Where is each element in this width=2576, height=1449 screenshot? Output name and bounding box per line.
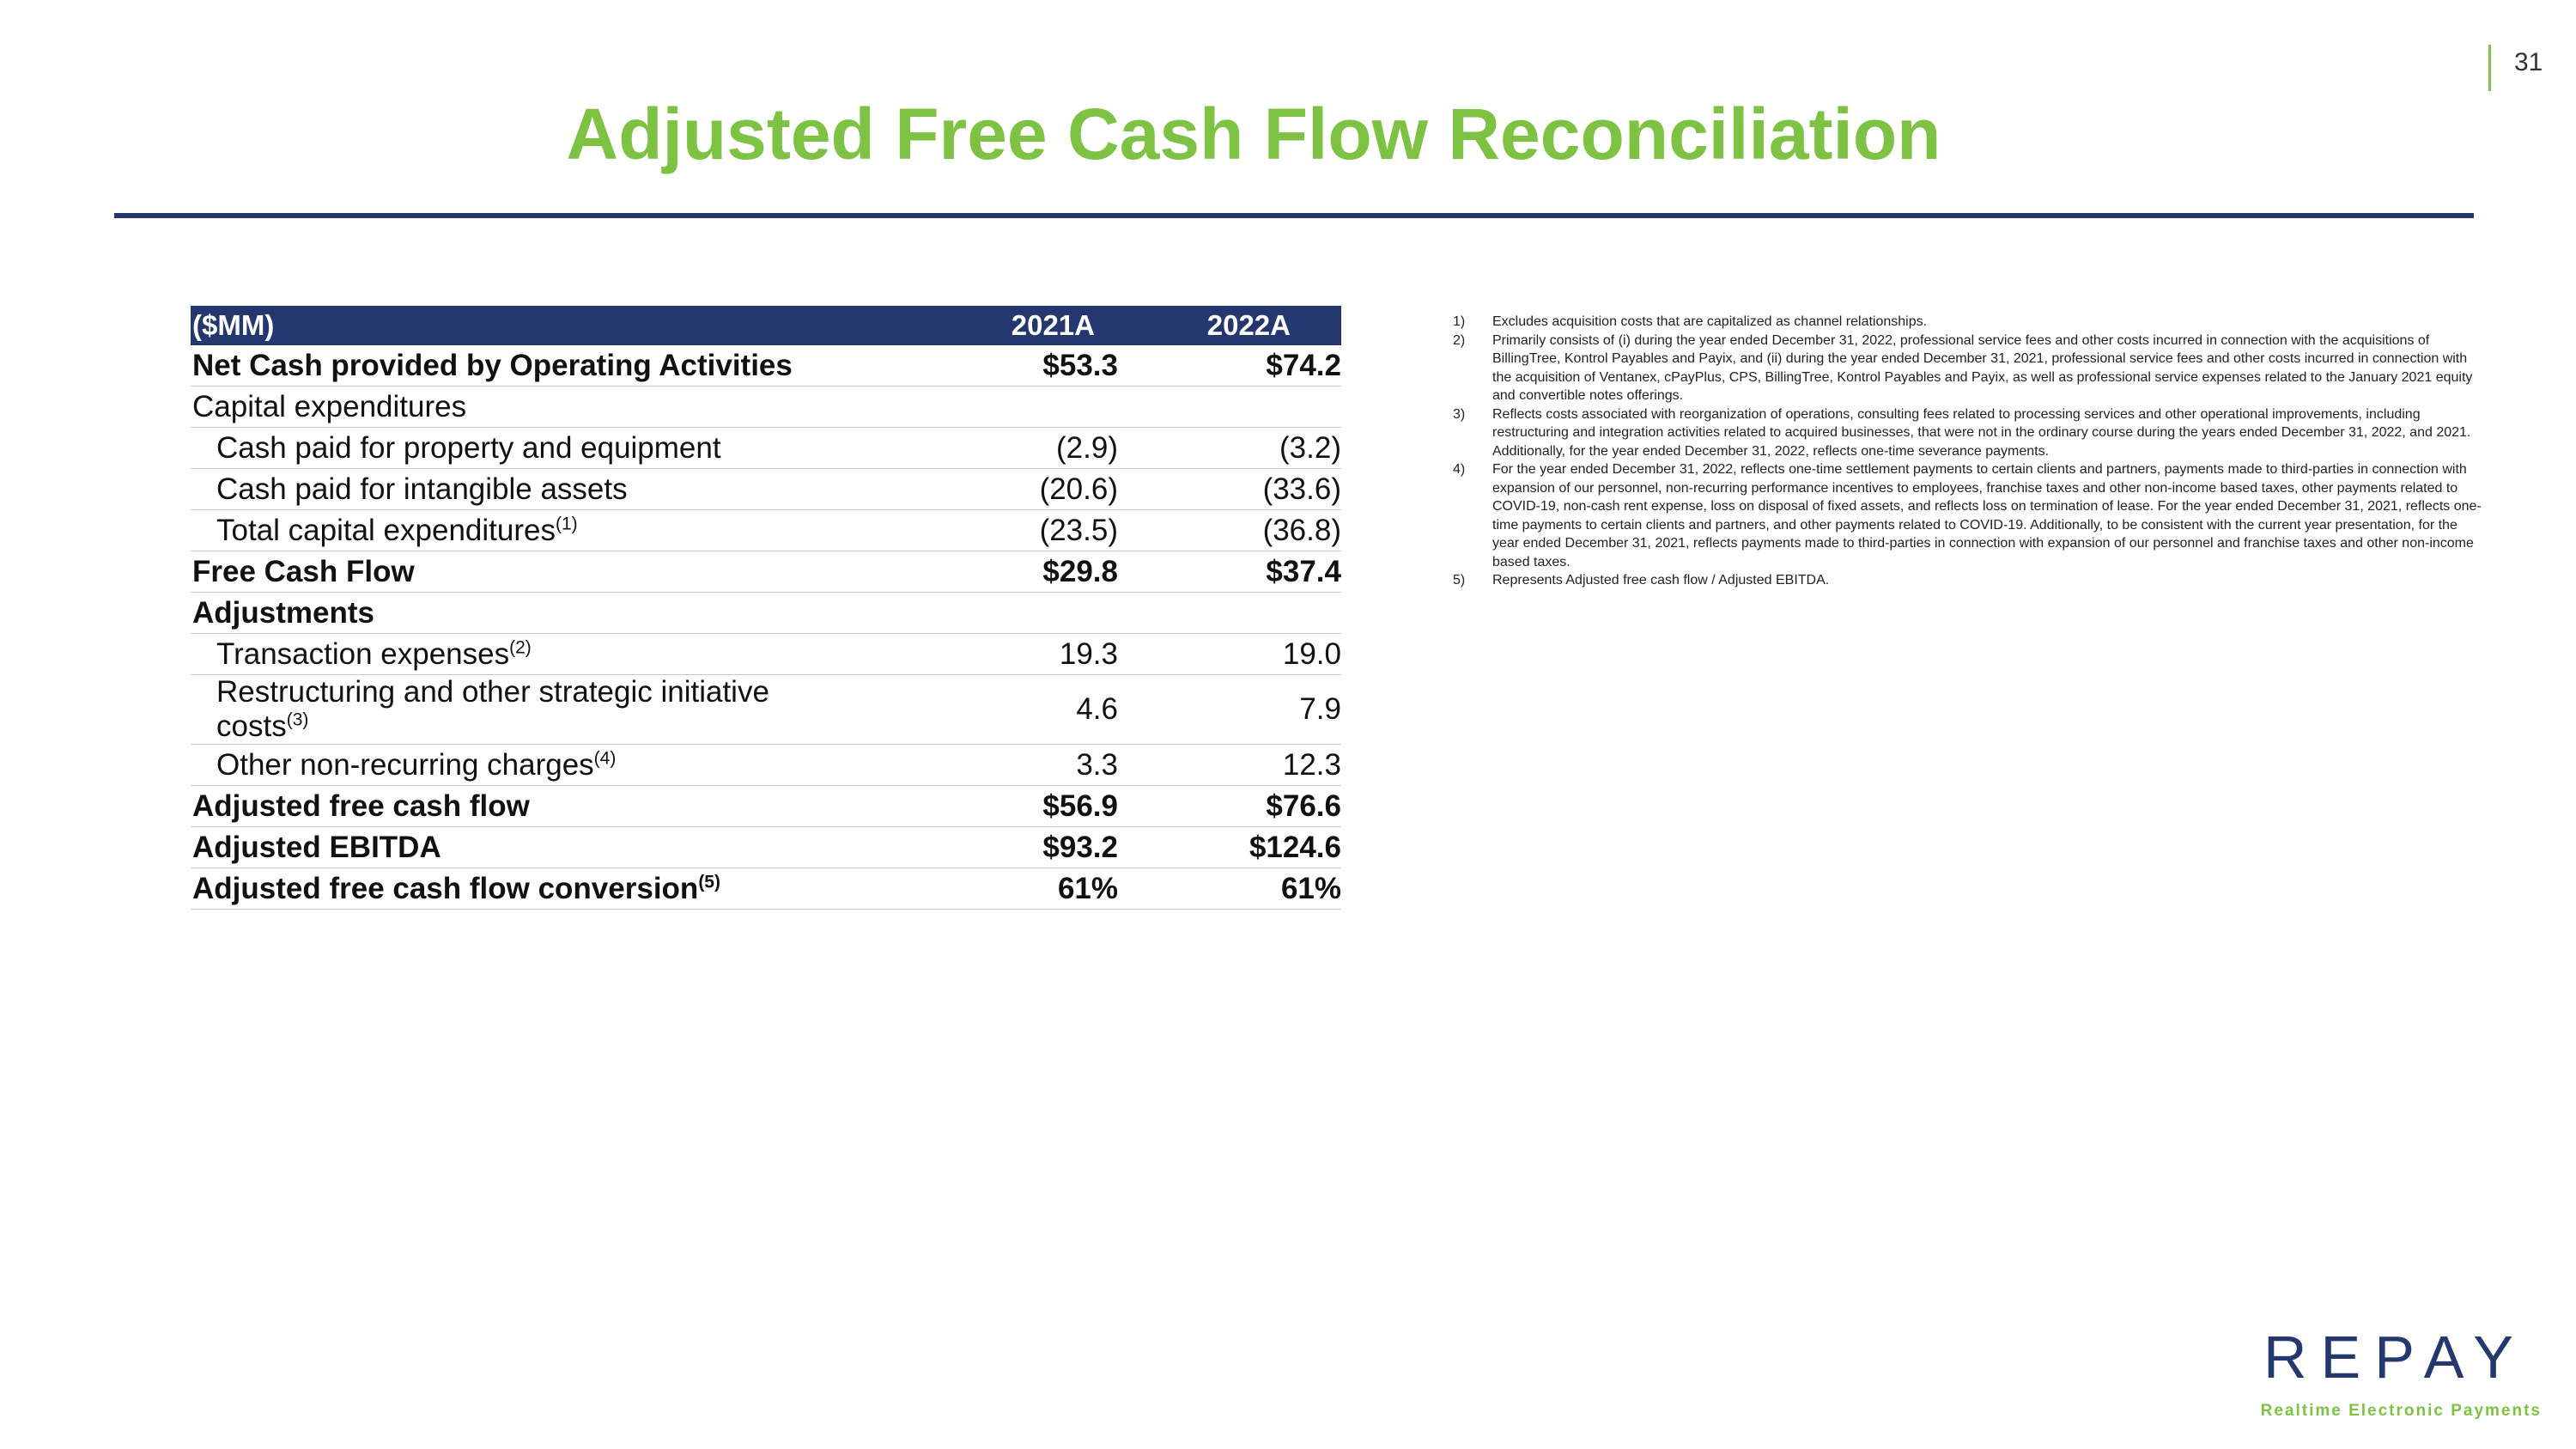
row-label: Cash paid for property and equipment xyxy=(216,430,721,465)
page-number: 31 xyxy=(2514,48,2543,76)
footnote-text: Represents Adjusted free cash flow / Adjusted EBITDA. xyxy=(1492,573,1830,588)
repay-logo xyxy=(2250,1323,2542,1426)
table-row xyxy=(191,634,1341,675)
footnote-text: Reflects costs associated with reorganization of operations, consulting fees related to processing services and other operational improvements, including restructuring and integration activities related to acquired businesses, that were not in the ordinary course during the years ended December 31, 2022, and 2021. Additionally, for the year ended December 31, 2022, reflects one-time severance payments. xyxy=(1492,406,2471,459)
footnote-number: 3) xyxy=(1453,406,1466,422)
footnote xyxy=(1453,313,2483,332)
row-label: Adjusted free cash flow xyxy=(192,788,530,823)
table-header-row xyxy=(191,306,1341,345)
footnote-number: 1) xyxy=(1453,314,1466,329)
table-row xyxy=(191,786,1341,827)
value-2021: 61% xyxy=(1057,871,1118,905)
value-2022: $37.4 xyxy=(1266,554,1341,588)
footnote-number: 4) xyxy=(1453,462,1466,477)
row-label: Adjusted free cash flow conversion$^{(5)}$ xyxy=(192,871,720,905)
value-2021: 19.3 xyxy=(1059,636,1118,671)
table-row xyxy=(191,593,1341,634)
page-title: Adjusted Free Cash Flow Reconciliation xyxy=(566,94,1941,174)
value-2021: 3.3 xyxy=(1076,747,1118,782)
value-2021: $93.2 xyxy=(1042,830,1118,864)
reconciliation-table xyxy=(191,306,1341,910)
footnote-text: For the year ended December 31, 2022, reflects one-time settlement payments to certain clients and partners, payments made to third-parties in connection with expansion of our personnel, non-recurring performance incentives to employees, franchise taxes and other non-income based taxes, other payments related to COVID-19, non-cash rent expense, loss on disposal of fixed assets, and reflects loss on termination of lease. For the year ended December 31, 2021, reflects one-time payments to certain clients and partners, and other payments related to COVID-19. Additionally, to be consistent with the current year presentation, for the year ended December 31, 2021, reflects payments made to third-parties in connection with expansion of our personnel and franchise taxes and other non-income based taxes. xyxy=(1492,462,2482,569)
value-2022: $124.6 xyxy=(1249,830,1341,864)
footnote-number: 2) xyxy=(1453,332,1466,348)
value-2021: (2.9) xyxy=(1056,430,1118,465)
header-2022: 2022A xyxy=(1206,309,1291,341)
value-2022: 7.9 xyxy=(1299,692,1341,726)
table-row xyxy=(191,510,1341,551)
row-label: Net Cash provided by Operating Activities xyxy=(192,348,793,382)
value-2021: $56.9 xyxy=(1042,788,1118,823)
footnote-ref: (4) xyxy=(593,747,617,768)
row-label: Adjustments xyxy=(192,595,374,630)
table-row xyxy=(191,345,1341,387)
table-row xyxy=(191,745,1341,786)
footnote-text: Excludes acquisition costs that are capitalized as channel relationships. xyxy=(1492,314,1928,329)
footnotes xyxy=(1453,313,2483,590)
table-row xyxy=(191,868,1341,910)
value-2022: 19.0 xyxy=(1282,636,1341,671)
row-label: Free Cash Flow xyxy=(192,554,415,588)
footnote-ref: (1) xyxy=(555,513,578,533)
row-label: Total capital expenditures$^{(1)}$ xyxy=(216,513,578,547)
footnote-number: 5) xyxy=(1453,573,1466,588)
logo-wordmark: REPAY xyxy=(2263,1324,2527,1391)
row-label: Other non-recurring charges$^{(4)}$ xyxy=(216,747,617,782)
value-2022: (3.2) xyxy=(1279,430,1341,465)
value-2021: 4.6 xyxy=(1076,692,1118,726)
value-2022: 12.3 xyxy=(1282,747,1341,782)
value-2021: (20.6) xyxy=(1039,472,1118,506)
footnote-ref: (3) xyxy=(286,709,309,730)
header-2021: 2021A xyxy=(1011,309,1095,341)
header-label: ($MM) xyxy=(192,309,275,341)
logo-tagline: Realtime Electronic Payments xyxy=(2260,1402,2542,1420)
value-2021: $53.3 xyxy=(1042,348,1118,382)
row-label: Transaction expenses$^{(2)}$ xyxy=(216,636,532,671)
table-row xyxy=(191,827,1341,868)
value-2021: (23.5) xyxy=(1039,513,1118,547)
page-number-divider xyxy=(2488,45,2491,91)
footnote-ref: (2) xyxy=(509,636,532,657)
table-row xyxy=(191,387,1341,428)
footnote xyxy=(1453,460,2483,571)
footnote-text: Primarily consists of (i) during the year ended December 31, 2022, professional service fees and other costs incurred in connection with the acquisitions of BillingTree, Kontrol Payables and Payix, and (ii) during the year ended December 31, 2021, professional service fees and other costs incurred in connection with the acquisition of Ventanex, cPayPlus, CPS, BillingTree, Kontrol Payables and Payix, as well as professional service expenses related to the January 2021 equity and convertible notes offerings. xyxy=(1492,332,2473,403)
footnote xyxy=(1453,405,2483,461)
row-label: Restructuring and other strategic initiative costs$^{(3)}$ xyxy=(216,675,769,743)
footnote-ref: (5) xyxy=(698,871,720,892)
table-row xyxy=(191,469,1341,510)
row-label: Adjusted EBITDA xyxy=(192,830,441,864)
value-2022: $76.6 xyxy=(1266,788,1341,823)
table-row xyxy=(191,428,1341,469)
footnote xyxy=(1453,571,2483,590)
value-2022: 61% xyxy=(1280,871,1341,905)
value-2021: $29.8 xyxy=(1042,554,1118,588)
value-2022: (36.8) xyxy=(1262,513,1341,547)
footnote xyxy=(1453,332,2483,405)
row-label: Capital expenditures xyxy=(192,389,467,423)
row-label: Cash paid for intangible assets xyxy=(216,472,628,506)
title-divider xyxy=(114,213,2474,218)
table-row xyxy=(191,675,1341,745)
value-2022: $74.2 xyxy=(1266,348,1341,382)
table-row xyxy=(191,551,1341,593)
value-2022: (33.6) xyxy=(1262,472,1341,506)
